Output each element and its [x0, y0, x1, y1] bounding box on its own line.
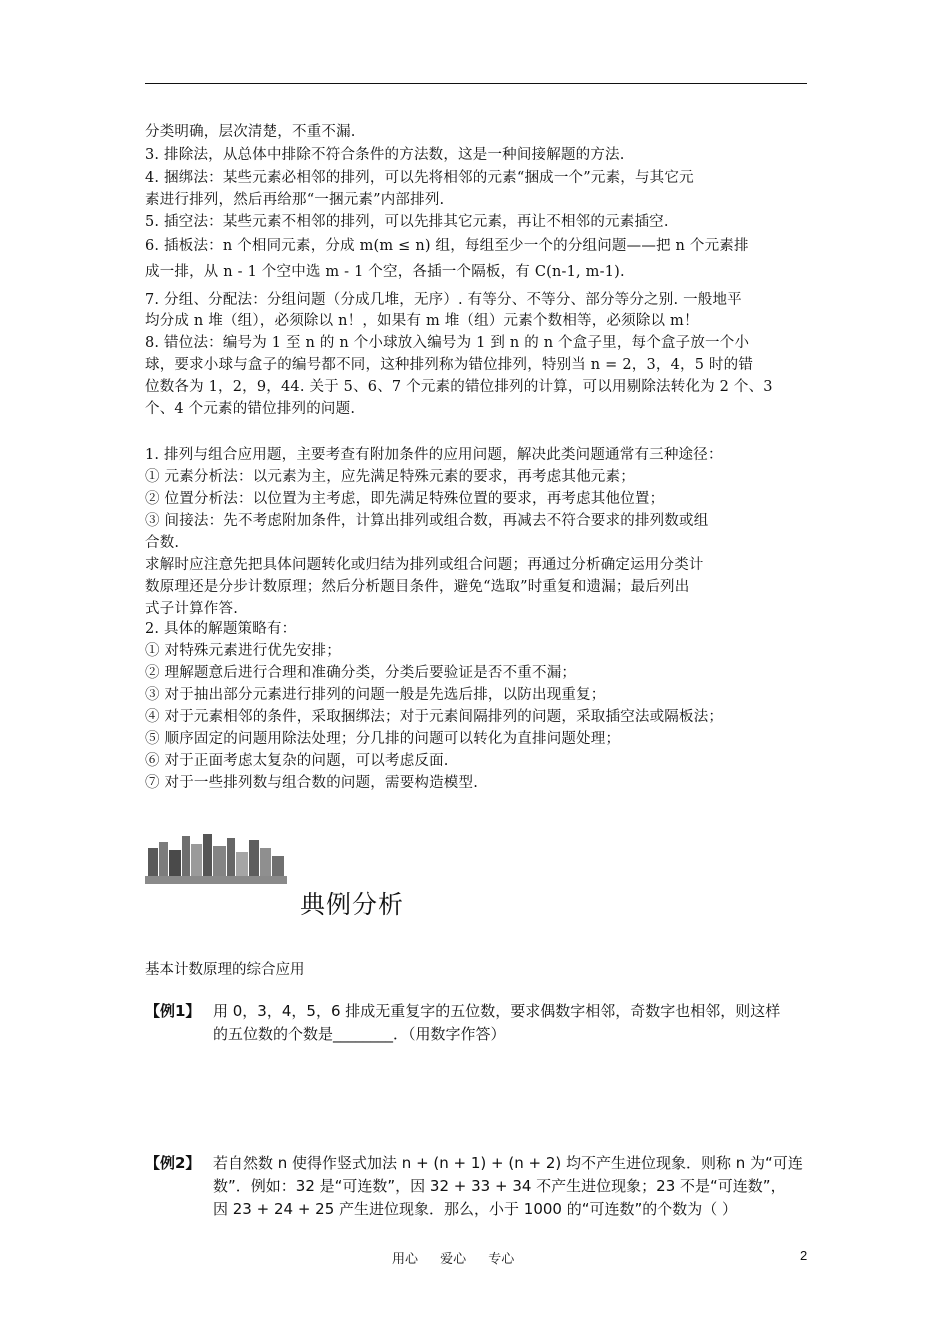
method-line: 3. 排除法，从总体中排除不符合条件的方法数，这是一种间接解题的方法. [145, 147, 625, 163]
strategy-line: 求解时应注意先把具体问题转化或归结为排列或组合问题；再通过分析确定运用分类计 [145, 557, 704, 573]
strategy-line: ① 元素分析法：以元素为主，应先满足特殊元素的要求，再考虑其他元素； [145, 469, 635, 485]
strategy-line: ④ 对于元素相邻的条件，采取捆绑法；对于元素间隔排列的问题，采取插空法或隔板法； [145, 709, 724, 725]
header-rule [145, 83, 807, 84]
method-line: 成一排，从 n - 1 个空中选 m - 1 个空，各插一个隔板，有 C(n-1, m-1). [145, 264, 625, 280]
example-line: 数”．例如：32 是“可连数”，因 32 + 33 + 34 不产生进位现象；23 不是“可连数”， [213, 1177, 786, 1195]
strategy-line: ② 位置分析法：以位置为主考虑，即先满足特殊位置的要求，再考虑其他位置； [145, 491, 665, 507]
strategy-line: 1. 排列与组合应用题，主要考查有附加条件的应用问题，解决此类问题通常有三种途径： [145, 447, 723, 463]
method-line: 球，要求小球与盒子的编号都不同，这种排列称为错位排列，特别当 n = 2，3，4，5 时的错 [145, 357, 754, 373]
example-line: 的五位数的个数是________．（用数字作答） [213, 1025, 506, 1043]
strategy-line: ③ 对于抽出部分元素进行排列的问题一般是先选后排，以防出现重复； [145, 687, 606, 703]
strategy-line: 2. 具体的解题策略有： [145, 621, 297, 637]
example-line: 因 23 + 24 + 25 产生进位现象．那么，小于 1000 的“可连数”的个数为（ ） [213, 1200, 738, 1218]
method-line: 5. 插空法：某些元素不相邻的排列，可以先排其它元素，再让不相邻的元素插空. [145, 214, 669, 230]
example-line: 若自然数 n 使得作竖式加法 n + (n + 1) + (n + 2) 均不产生进位现象．则称 n 为“可连 [213, 1154, 803, 1172]
strategy-line: ② 理解题意后进行合理和准确分类，分类后要验证是否不重不漏； [145, 665, 577, 681]
example-tag: 【例1】 [145, 1002, 201, 1020]
method-line: 个、4 个元素的错位排列的问题. [145, 401, 356, 417]
method-line: 分类明确，层次清楚，不重不漏. [145, 124, 356, 140]
method-line: 6. 插板法：n 个相同元素，分成 m(m ≤ n) 组，每组至少一个的分组问题——把 n 个元素排 [145, 238, 749, 254]
strategy-line: ⑤ 顺序固定的问题用除法处理；分几排的问题可以转化为直排问题处理； [145, 731, 621, 747]
method-line: 4. 捆绑法：某些元素必相邻的排列，可以先将相邻的元素“捆成一个”元素，与其它元 [145, 170, 694, 186]
strategy-line: ③ 间接法：先不考虑附加条件，计算出排列或组合数，再减去不符合要求的排列数或组 [145, 513, 709, 529]
method-line: 8. 错位法：编号为 1 至 n 的 n 个小球放入编号为 1 到 n 的 n 个盒子里，每个盒子放一个小 [145, 335, 750, 351]
method-line: 位数各为 1，2，9，44. 关于 5、6、7 个元素的错位排列的计算，可以用剔除法转化为 2 个、3 [145, 379, 773, 395]
strategy-line: ⑦ 对于一些排列数与组合数的问题，需要构造模型. [145, 775, 479, 791]
example-tag: 【例2】 [145, 1154, 201, 1172]
strategy-line: 数原理还是分步计数原理；然后分析题目条件，避免“选取”时重复和遗漏；最后列出 [145, 579, 690, 595]
page-number: 2 [800, 1248, 808, 1263]
method-line: 7. 分组、分配法：分组问题（分成几堆，无序）. 有等分、不等分、部分等分之别. 一般地平 [145, 292, 742, 308]
strategy-line: 合数. [145, 535, 180, 551]
example-line: 用 0，3，4，5，6 排成无重复字的五位数，要求偶数字相邻，奇数字也相邻，则这样 [213, 1002, 781, 1020]
method-line: 素进行排列，然后再给那“一捆元素”内部排列. [145, 192, 445, 208]
strategy-line: ⑥ 对于正面考虑太复杂的问题，可以考虑反面. [145, 753, 449, 769]
books-icon [145, 828, 287, 886]
footer-text: 用心 爱心 专心 [392, 1252, 515, 1267]
method-line: 均分成 n 堆（组），必须除以 n！，如果有 m 堆（组）元素个数相等，必须除以 m！ [145, 313, 699, 329]
strategy-line: 式子计算作答. [145, 601, 239, 617]
section-subtitle: 基本计数原理的综合应用 [145, 962, 305, 978]
strategy-line: ① 对特殊元素进行优先安排； [145, 643, 341, 659]
section-title: 典例分析 [300, 890, 405, 919]
